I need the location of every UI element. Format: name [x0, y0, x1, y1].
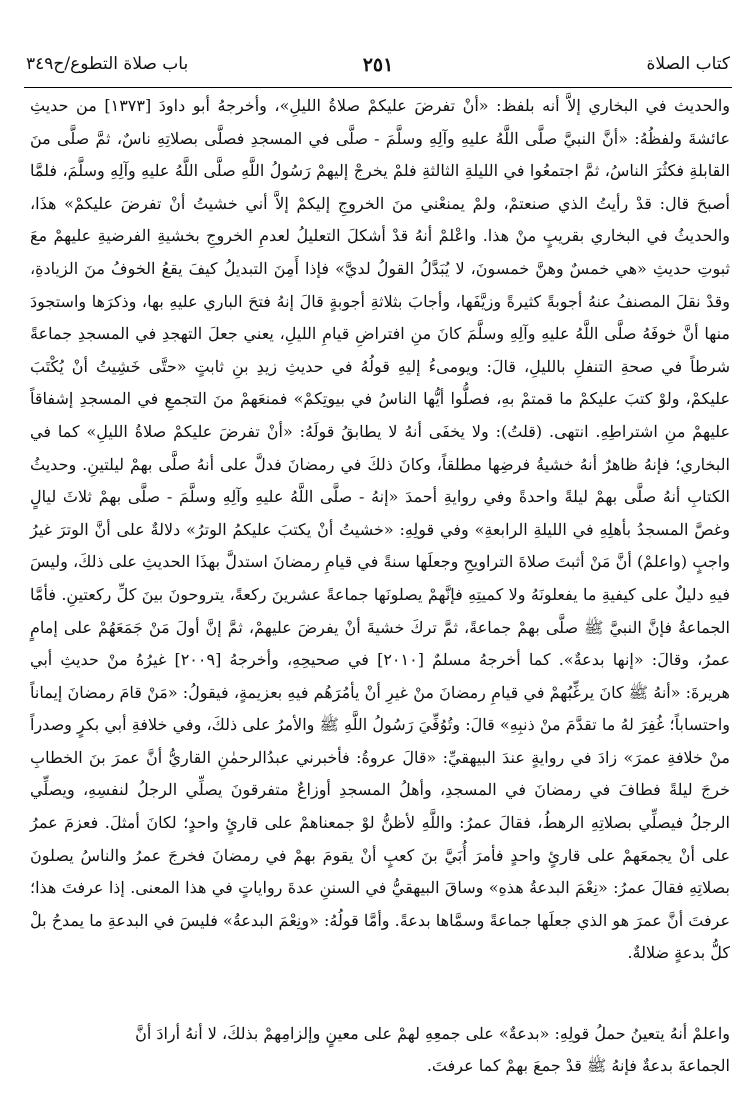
page-number: ٢٥١	[362, 54, 394, 76]
header-divider	[24, 87, 732, 88]
chapter-reference: باب صلاة التطوع/ح٣٤٩	[26, 54, 189, 74]
paragraph-two-line-two: الجماعةَ بدعةٌ فإنهُ ﷺ قدْ جمعَ بهمْ كما عرفتَ.	[426, 1056, 730, 1075]
paragraph-two-line-one: واعلمْ أنهُ يتعينُ حملُ قولِهِ: «بدعةٌ» على جمعِهِ لهمْ على معينٍ وإلزامِهمْ بذلكَ، لا أنهُ أرادَ أنَّ	[135, 1024, 730, 1043]
page-header	[26, 44, 730, 84]
main-paragraph: والحديث في البخاري إلاَّ أنه بلفظ: «أنْ تفرضَ عليكمْ صلاةُ الليلِ»، وأخرجهُ أبو داودَ [١٣٧٣] من حديثِ عائشةَ ولفظُهُ: «أنَّ النبيَّ صلَّى اللَّهُ عليهِ وآلِهِ وسلَّمَ - صلَّى في المسجدِ فصلَّى بصلاتِهِ ناسٌ، ثمَّ صلَّى منَ القابلةِ فكثُرَ الناسُ، ثمَّ اجتمعُوا في الليلةِ الثالثةِ فلمْ يخرجْ إليهمْ رَسُولُ اللَّهِ صلَّى اللَّهُ عليهِ وآلِهِ وسلَّمَ، فلمَّا أصبحَ قال: قدْ رأيتُ الذي صنعتمْ، ولمْ يمنعْني منَ الخروجِ إليكمْ إلاَّ أني خشيتُ أنْ تفرضَ عليكمْ» هذَا، والحديثُ في البخاري بقريبٍ منْ هذا. واعْلمْ أنهُ قدْ أشكلَ التعليلُ لعدمِ الخروجِ بخشيةِ الفرضيةِ عليهمْ معَ ثبوتِ حديثِ «هي خمسٌ وهنَّ خمسونَ، لا يُبَدَّلُ القولُ لديَّ» فإذا أَمِنَ التبديلُ كيفَ يقعُ الخوفُ منَ الزيادةِ، وقدْ نقلَ المصنفُ عنهُ أجوبةً كثيرةً وزيَّفَها، وأجابَ بثلاثةِ أجوبةٍ قالَ إنهُ فتحَ الباري عليهِ بها، وذكرَها واستجودَ منها أنَّ خوفَهُ صلَّى اللَّهُ عليهِ وآلِهِ وسلَّمَ كانَ منِ افتراضِ قيامِ الليلِ، يعني جعلَ التهجدِ في المسجدِ جماعةً شرطاً في صحةِ التنفلِ بالليلِ، قالَ: ويومىءُ إليهِ قولُهُ في حديثِ زيدِ بنِ ثابتٍ «حتَّى خَشِيتُ أنْ يُكْتَبَ عليكمْ، ولوْ كتبَ عليكمْ ما قمتمْ بهِ، فصلُّوا أيُّها الناسُ في بيوتِكمْ» فمنعَهمْ منَ التجمعِ في المسجدِ إشفاقاً عليهمْ منِ اشتراطِهِ. انتهى. (قلتُ): ولا يخفَى أنهُ لا يطابقُ قولَهُ: «أنْ تفرضَ عليكمْ صلاةُ الليلِ» كما في البخاري؛ فإنهُ ظاهرٌ أنهُ خشيةُ فرضِها مطلقاً، وكانَ ذلكَ في رمضانَ فدلَّ على أنهُ صلَّى بهمْ ليلتينِ. وحديثُ الكتابِ أنهُ صلَّى بهمْ ليلةً واحدةً وفي روايةِ أحمدَ «إنهُ - صلَّى اللَّهُ عليهِ وآلِهِ وسلَّمَ - صلَّى بهمْ ثلاثَ ليالٍ وغصَّ المسجدُ بأهلِهِ في الليلةِ الرابعةِ» وفي قولِهِ: «خشيتُ أنْ يكتبَ عليكمُ الوترُ» دلالةٌ على أنَّ الوترَ غيرُ واجبٍ (واعلمْ) أنَّ مَنْ أثبتَ صلاةَ التراويحِ وجعلَها سنةً في قيامِ رمضانَ استدلَّ بهذَا الحديثِ على ذلكَ، وليسَ فيهِ دليلٌ على كيفيةِ ما يفعلونَهُ ولا كميتِهِ فإنَّهمْ يصلونَها جماعةً عشرينَ ركعةً، يتروحونَ بينَ كلِّ ركعتينِ. فأمَّا الجماعةُ فإنَّ النبيَّ ﷺ صلَّى بهمْ جماعةً، ثمَّ تركَ خشيةَ أنْ يفرضَ عليهمْ، ثمَّ إنَّ أولَ مَنْ جَمَعَهُمْ على إمامٍ عمرُ، وقالَ: «إنها بدعةٌ». كما أخرجهُ مسلمٌ [٢٠١٠] في صحيحِهِ، وأخرجهُ [٢٠٠٩] غيرُهُ منْ حديثِ أبي هريرةَ: «أنهُ ﷺ كانَ يرغِّبُهمْ في قيامِ رمضانَ منْ غيرِ أنْ يأمُرَهُم فيهِ بعزيمةٍ، فيقولُ: «مَنْ قامَ رمضانَ إيماناً واحتساباً؛ غُفِرَ لهُ ما تقدَّمَ منْ ذنبِهِ» قالَ: وتُوُفِّيَ رَسُولُ اللَّهِ ﷺ والأمرُ على ذلكَ، وفي خلافةِ أبي بكرٍ وصدراً منْ خلافةِ عمرَ» زادَ في روايةٍ عندَ البيهقيِّ: «قالَ عروةُ: فأخبرني عبدُالرحمٰنِ القاريُّ أنَّ عمرَ بنَ الخطابِ خرجَ ليلةً فطافَ في رمضانَ في المسجدِ، وأهلُ المسجدِ أوزاعٌ متفرقونَ يصلِّي الرجلُ لنفسِهِ، ويصلِّي الرجلُ فيصلِّي بصلاتِهِ الرهطُ، فقالَ عمرُ: واللَّهِ لأظنُّ لوْ جمعناهمْ على قارئٍ واحدٍ؛ لكانَ أمثلَ. فعزمَ عمرُ على أنْ يجمعَهمْ على قارئٍ واحدٍ فأمرَ أُبَيَّ بنَ كعبٍ أنْ يقومَ بهمْ في رمضانَ فخرجَ عمرُ والناسُ يصلونَ بصلاتِهِ فقالَ عمرُ: «نِعْمَ البدعةُ هذهِ» وساقَ البيهقيُّ في السننِ عدةَ رواياتٍ في هذا المعنى. إذا عرفتَ هذا؛ عرفتَ أنَّ عمرَ هو الذي جعلَها جماعةً وسمَّاها بدعةً. وأمَّا قولُهُ: «ونِعْمَ البدعةُ» فليسَ في البدعةِ ما يمدحُ بلْ كلُّ بدعةٍ ضلالةٌ.	[30, 96, 731, 963]
book-title: كتاب الصلاة	[646, 54, 730, 74]
